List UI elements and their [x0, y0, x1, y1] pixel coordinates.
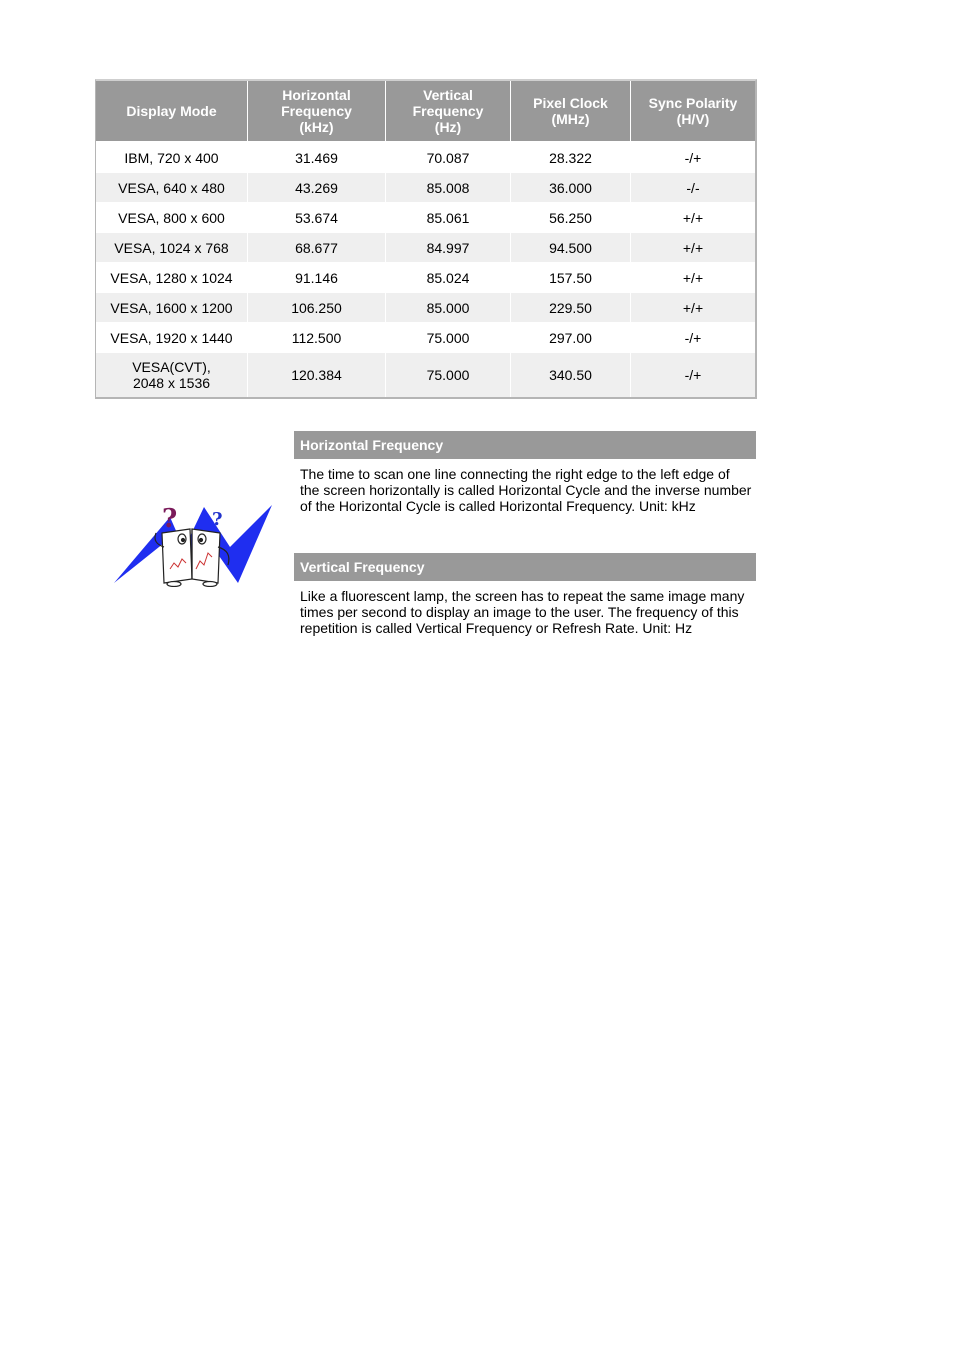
cell-vertical-frequency: 84.997	[386, 232, 511, 262]
cell-vertical-frequency: 85.024	[386, 262, 511, 292]
header-vertical-frequency: Vertical Frequency (Hz)	[386, 81, 511, 141]
cell-pixel-clock: 157.50	[511, 262, 631, 292]
cell-display-mode: IBM, 720 x 400	[96, 141, 248, 172]
header-pixel-clock: Pixel Clock (MHz)	[511, 81, 631, 141]
cell-horizontal-frequency: 91.146	[248, 262, 386, 292]
section-title-vertical-frequency: Vertical Frequency	[294, 553, 756, 581]
cell-horizontal-frequency: 31.469	[248, 141, 386, 172]
cell-horizontal-frequency: 53.674	[248, 202, 386, 232]
table-row	[96, 262, 755, 292]
table-row	[96, 141, 755, 172]
cell-display-mode: VESA, 1600 x 1200	[96, 292, 248, 322]
cell-sync-polarity: +/+	[631, 232, 755, 262]
cell-sync-polarity: -/+	[631, 141, 755, 172]
cell-vertical-frequency: 85.008	[386, 172, 511, 202]
cell-sync-polarity: +/+	[631, 202, 755, 232]
cell-pixel-clock: 36.000	[511, 172, 631, 202]
table-row	[96, 202, 755, 232]
cell-horizontal-frequency: 43.269	[248, 172, 386, 202]
section-title-horizontal-frequency: Horizontal Frequency	[294, 431, 756, 459]
cell-display-mode: VESA, 640 x 480	[96, 172, 248, 202]
cell-vertical-frequency: 85.000	[386, 292, 511, 322]
table-header-row	[96, 81, 755, 141]
section-body-vertical-frequency: Like a fluorescent lamp, the screen has to repeat the same image many times per second to display an image to the user. The frequency of this repetition is called Vertical Frequency or Refresh Rate. Unit: Hz	[300, 588, 745, 636]
header-sync-polarity: Sync Polarity (H/V)	[631, 81, 755, 141]
table-row	[96, 232, 755, 262]
cell-pixel-clock: 56.250	[511, 202, 631, 232]
table-row	[96, 292, 755, 322]
cell-display-mode: VESA(CVT), 2048 x 1536	[96, 352, 248, 397]
cell-horizontal-frequency: 68.677	[248, 232, 386, 262]
cell-pixel-clock: 28.322	[511, 141, 631, 172]
cell-sync-polarity: -/-	[631, 172, 755, 202]
cell-display-mode: VESA, 1024 x 768	[96, 232, 248, 262]
cell-display-mode: VESA, 1920 x 1440	[96, 322, 248, 352]
table-row	[96, 172, 755, 202]
table-row	[96, 352, 755, 397]
confused-book-character-icon	[112, 503, 276, 587]
cell-pixel-clock: 340.50	[511, 352, 631, 397]
cell-horizontal-frequency: 112.500	[248, 322, 386, 352]
cell-pixel-clock: 297.00	[511, 322, 631, 352]
cell-display-mode: VESA, 800 x 600	[96, 202, 248, 232]
cell-sync-polarity: +/+	[631, 262, 755, 292]
header-display-mode: Display Mode	[96, 81, 248, 141]
svg-text:?: ?	[212, 509, 223, 530]
cell-vertical-frequency: 85.061	[386, 202, 511, 232]
cell-sync-polarity: +/+	[631, 292, 755, 322]
cell-vertical-frequency: 75.000	[386, 352, 511, 397]
cell-pixel-clock: 94.500	[511, 232, 631, 262]
cell-sync-polarity: -/+	[631, 322, 755, 352]
cell-horizontal-frequency: 120.384	[248, 352, 386, 397]
cell-display-mode: VESA, 1280 x 1024	[96, 262, 248, 292]
section-body-horizontal-frequency: The time to scan one line connecting the right edge to the left edge of the screen horizontally is called Horizontal Cycle and the inverse number of the Horizontal Cycle is called Horizontal Frequency. Unit: kHz	[300, 466, 752, 514]
cell-sync-polarity: -/+	[631, 352, 755, 397]
cell-vertical-frequency: 70.087	[386, 141, 511, 172]
table-row	[96, 322, 755, 352]
cell-pixel-clock: 229.50	[511, 292, 631, 322]
svg-text:?: ?	[162, 504, 178, 534]
display-modes-table	[95, 79, 757, 399]
cell-vertical-frequency: 75.000	[386, 322, 511, 352]
header-horizontal-frequency: Horizontal Frequency (kHz)	[248, 81, 386, 141]
cell-horizontal-frequency: 106.250	[248, 292, 386, 322]
